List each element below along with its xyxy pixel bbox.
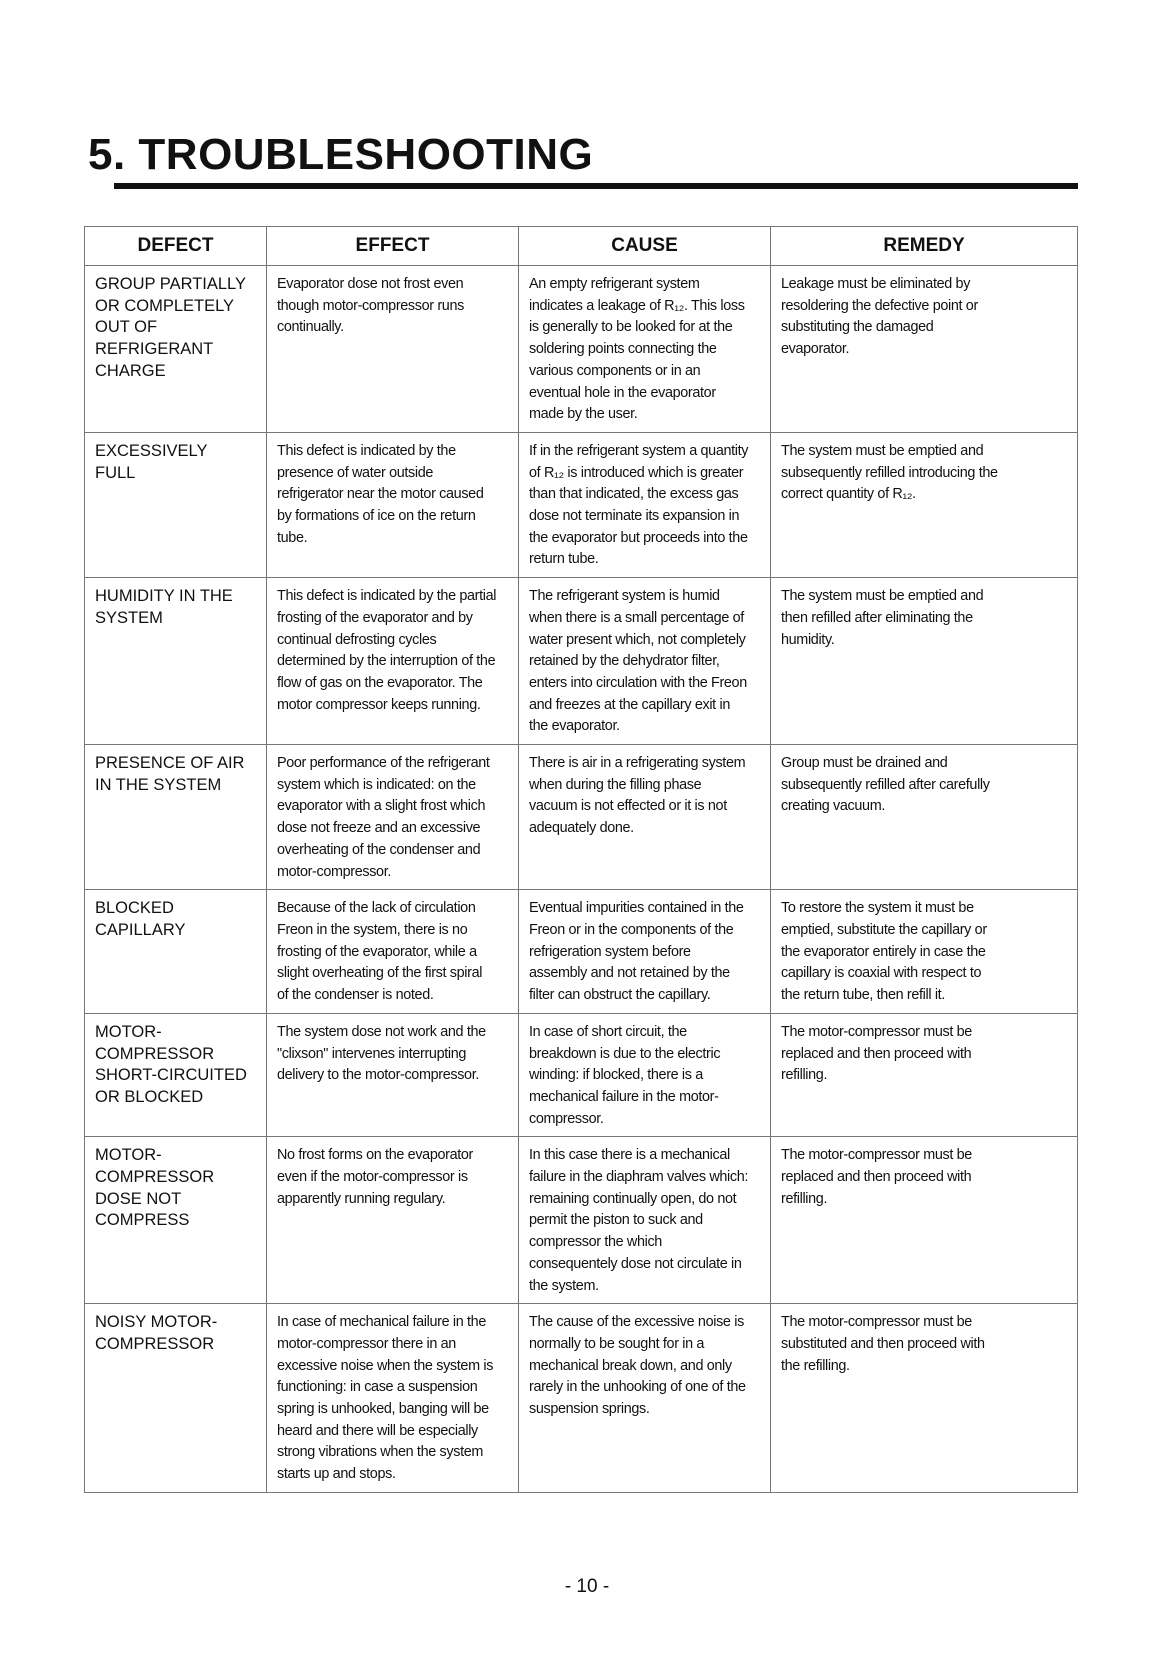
remedy-cell — [771, 1013, 1078, 1137]
cause-cell — [519, 890, 771, 1014]
table-row — [85, 578, 1078, 745]
effect-line: This defect is indicated by the — [277, 442, 456, 459]
effect-line: evaporator with a slight frost which — [277, 798, 486, 815]
cause-cell — [519, 745, 771, 890]
table-row — [85, 1013, 1078, 1137]
effect-line: delivery to the motor-compressor. — [277, 1067, 479, 1084]
remedy-line: capillary is coaxial with respect to — [781, 965, 982, 982]
defect-line: DOSE NOT — [95, 1189, 182, 1208]
effect-cell — [267, 890, 519, 1014]
cause-line: soldering points connecting the — [529, 341, 717, 358]
remedy-line: subsequently refilled introducing the — [781, 464, 998, 481]
effect-line: This defect is indicated by the partial — [277, 588, 497, 605]
defect-line: CAPILLARY — [95, 920, 186, 939]
effect-line: motor-compressor. — [277, 863, 392, 880]
effect-line: Evaporator dose not frost even — [277, 276, 464, 292]
effect-cell — [267, 578, 519, 745]
cause-line: the system. — [529, 1277, 599, 1294]
defect-line: OR COMPLETELY — [95, 296, 235, 315]
remedy-line: The system must be emptied and — [781, 442, 984, 459]
header-remedy: REMEDY — [771, 227, 1078, 266]
remedy-line: evaporator. — [781, 341, 850, 358]
cause-line: eventual hole in the evaporator — [529, 384, 716, 401]
remedy-line: the evaporator entirely in case the — [781, 943, 986, 960]
effect-line: slight overheating of the first spiral — [277, 965, 483, 982]
cause-line: In case of short circuit, the — [529, 1023, 687, 1040]
cause-line: remaining continually open, do not — [529, 1190, 737, 1207]
cause-line: In this case there is a mechanical — [529, 1147, 730, 1164]
cause-line: dose not terminate its expansion in — [529, 508, 740, 525]
defect-line: MOTOR- — [95, 1022, 162, 1041]
defect-line: SHORT-CIRCUITED — [95, 1066, 247, 1085]
defect-line: BLOCKED — [95, 899, 174, 918]
table-row — [85, 432, 1078, 577]
defect-line: PRESENCE OF AIR — [95, 754, 245, 773]
effect-line: heard and there will be especially — [277, 1422, 478, 1439]
remedy-line: substituted and then proceed with — [781, 1335, 985, 1352]
remedy-line: Group must be drained and — [781, 755, 948, 772]
effect-line: motor compressor keeps running. — [277, 696, 481, 713]
header-cause: CAUSE — [519, 227, 771, 266]
effect-line: No frost forms on the evaporator — [277, 1147, 473, 1164]
table-row — [85, 745, 1078, 890]
defect-line: GROUP PARTIALLY — [95, 275, 246, 293]
cause-line: return tube. — [529, 551, 599, 568]
remedy-line: The system must be emptied and — [781, 588, 984, 605]
remedy-line: correct quantity of R₁₂. — [781, 486, 916, 503]
defect-line: COMPRESS — [95, 1211, 190, 1230]
effect-line: functioning: in case a suspension — [277, 1379, 478, 1396]
effect-line: excessive noise when the system is — [277, 1357, 494, 1374]
title-underline — [114, 183, 1078, 189]
cause-line: The cause of the excessive noise is — [529, 1314, 744, 1331]
troubleshooting-table — [84, 226, 1078, 1493]
effect-cell — [267, 432, 519, 577]
cause-line: filter can obstruct the capillary. — [529, 987, 711, 1004]
cause-line: assembly and not retained by the — [529, 965, 730, 982]
defect-line: MOTOR- — [95, 1146, 162, 1165]
cause-line: Eventual impurities contained in the — [529, 900, 744, 917]
effect-line: Because of the lack of circulation — [277, 900, 476, 917]
defect-cell — [85, 1137, 267, 1304]
remedy-cell — [771, 578, 1078, 745]
effect-line: frosting of the evaporator, while a — [277, 943, 477, 960]
defect-line: HUMIDITY IN THE — [95, 587, 233, 606]
cause-line: enters into circulation with the Freon — [529, 674, 747, 691]
cause-line: failure in the diaphram valves which: — [529, 1169, 749, 1186]
effect-cell — [267, 1304, 519, 1493]
cause-line: than that indicated, the excess gas — [529, 486, 739, 503]
cause-line: water present which, not completely — [529, 631, 746, 648]
cause-line: refrigeration system before — [529, 943, 691, 960]
effect-line: flow of gas on the evaporator. The — [277, 674, 483, 691]
remedy-line: resoldering the defective point or — [781, 297, 978, 314]
effect-line: continually. — [277, 319, 344, 336]
effect-line: refrigerator near the motor caused — [277, 486, 484, 503]
cause-line: made by the user. — [529, 406, 638, 423]
cause-cell — [519, 1013, 771, 1137]
remedy-line: the return tube, then refill it. — [781, 987, 945, 1004]
cause-cell — [519, 432, 771, 577]
cause-line: Freon or in the components of the — [529, 921, 734, 938]
defect-line: NOISY MOTOR- — [95, 1313, 218, 1332]
effect-cell — [267, 266, 519, 433]
effect-line: system which is indicated: on the — [277, 776, 476, 793]
remedy-line: refilling. — [781, 1067, 828, 1084]
effect-line: Poor performance of the refrigerant — [277, 755, 490, 772]
effect-line: spring is unhooked, banging will be — [277, 1401, 489, 1418]
remedy-line: the refilling. — [781, 1357, 850, 1374]
defect-cell — [85, 1013, 267, 1137]
remedy-line: replaced and then proceed with — [781, 1169, 972, 1186]
defect-cell — [85, 745, 267, 890]
cause-line: vacuum is not effected or it is not — [529, 798, 727, 815]
defect-cell — [85, 578, 267, 745]
remedy-line: The motor-compressor must be — [781, 1023, 972, 1040]
cause-line: the evaporator but proceeds into the — [529, 529, 748, 546]
remedy-line: substituting the damaged — [781, 319, 934, 336]
cause-line: There is air in a refrigerating system — [529, 755, 746, 772]
defect-cell — [85, 266, 267, 433]
cause-line: retained by the dehydrator filter, — [529, 653, 720, 670]
remedy-cell — [771, 745, 1078, 890]
effect-line: frosting of the evaporator and by — [277, 609, 473, 626]
effect-line: starts up and stops. — [277, 1466, 396, 1483]
cause-line: suspension springs. — [529, 1401, 650, 1418]
table-row — [85, 890, 1078, 1014]
cause-cell — [519, 1137, 771, 1304]
cause-line: rarely in the unhooking of one of the — [529, 1379, 746, 1396]
cause-cell — [519, 578, 771, 745]
defect-cell — [85, 1304, 267, 1493]
effect-line: by formations of ice on the return — [277, 508, 476, 525]
remedy-cell — [771, 266, 1078, 433]
remedy-cell — [771, 1304, 1078, 1493]
defect-cell — [85, 432, 267, 577]
cause-line: mechanical failure in the motor- — [529, 1088, 719, 1105]
remedy-line: humidity. — [781, 631, 835, 648]
effect-line: "clixson" intervenes interrupting — [277, 1045, 467, 1062]
remedy-line: subsequently refilled after carefully — [781, 776, 990, 793]
effect-line: dose not freeze and an excessive — [277, 820, 481, 837]
remedy-line: emptied, substitute the capillary or — [781, 921, 987, 938]
defect-line: COMPRESSOR — [95, 1168, 215, 1187]
cause-line: and freezes at the capillary exit in — [529, 696, 730, 713]
remedy-cell — [771, 432, 1078, 577]
effect-line: determined by the interruption of the — [277, 653, 496, 670]
cause-line: If in the refrigerant system a quantity — [529, 442, 749, 459]
cause-line: various components or in an — [529, 362, 701, 379]
remedy-line: refilling. — [781, 1190, 828, 1207]
remedy-line: replaced and then proceed with — [781, 1045, 972, 1062]
remedy-line: The motor-compressor must be — [781, 1314, 972, 1331]
table-header-row — [85, 227, 1078, 266]
defect-line: SYSTEM — [95, 608, 163, 627]
defect-line: EXCESSIVELY — [95, 441, 208, 460]
remedy-cell — [771, 890, 1078, 1014]
header-defect: DEFECT — [85, 227, 267, 266]
cause-line: when during the filling phase — [529, 776, 702, 793]
cause-cell — [519, 1304, 771, 1493]
effect-line: continual defrosting cycles — [277, 631, 437, 648]
effect-line: The system dose not work and the — [277, 1023, 486, 1040]
cause-line: of R₁₂ is introduced which is greater — [529, 464, 744, 481]
remedy-line: Leakage must be eliminated by — [781, 276, 971, 292]
effect-line: overheating of the condenser and — [277, 841, 481, 858]
effect-line: strong vibrations when the system — [277, 1444, 484, 1461]
remedy-line: then refilled after eliminating the — [781, 609, 973, 626]
effect-line: Freon in the system, there is no — [277, 921, 468, 938]
cause-line: adequately done. — [529, 820, 634, 837]
effect-cell — [267, 1137, 519, 1304]
defect-line: IN THE SYSTEM — [95, 775, 222, 794]
defect-line: OUT OF — [95, 318, 158, 337]
cause-line: The refrigerant system is humid — [529, 588, 720, 605]
remedy-cell — [771, 1137, 1078, 1304]
cause-line: winding: if blocked, there is a — [529, 1067, 703, 1084]
effect-cell — [267, 1013, 519, 1137]
cause-line: compressor. — [529, 1110, 604, 1127]
cause-line: the evaporator. — [529, 718, 620, 735]
cause-cell — [519, 266, 771, 433]
defect-line: COMPRESSOR — [95, 1334, 215, 1353]
cause-line: breakdown is due to the electric — [529, 1045, 721, 1062]
effect-line: presence of water outside — [277, 464, 434, 481]
cause-line: normally to be sought for in a — [529, 1335, 705, 1352]
cause-line: mechanical break down, and only — [529, 1357, 732, 1374]
page-title: 5. TROUBLESHOOTING — [88, 130, 594, 179]
effect-line: tube. — [277, 529, 308, 546]
effect-line: though motor-compressor runs — [277, 297, 464, 314]
defect-line: FULL — [95, 463, 136, 482]
cause-line: permit the piston to suck and — [529, 1212, 703, 1229]
cause-line: compressor the which — [529, 1234, 662, 1251]
remedy-line: To restore the system it must be — [781, 900, 974, 917]
page-number: - 10 - — [564, 1576, 610, 1597]
table-row — [85, 1304, 1078, 1493]
cause-line: when there is a small percentage of — [529, 609, 744, 626]
cause-line: consequentely dose not circulate in — [529, 1255, 742, 1272]
effect-line: motor-compressor there in an — [277, 1335, 456, 1352]
table-row — [85, 1137, 1078, 1304]
defect-line: CHARGE — [95, 361, 166, 380]
remedy-line: creating vacuum. — [781, 798, 885, 815]
effect-line: In case of mechanical failure in the — [277, 1314, 486, 1331]
header-effect: EFFECT — [267, 227, 519, 266]
defect-cell — [85, 890, 267, 1014]
effect-cell — [267, 745, 519, 890]
defect-line: COMPRESSOR — [95, 1044, 215, 1063]
cause-line: is generally to be looked for at the — [529, 319, 733, 336]
effect-line: apparently running regulary. — [277, 1190, 446, 1207]
effect-line: even if the motor-compressor is — [277, 1169, 468, 1186]
defect-line: REFRIGERANT — [95, 340, 214, 359]
defect-line: OR BLOCKED — [95, 1087, 204, 1106]
cause-line: An empty refrigerant system — [529, 276, 700, 292]
table-row — [85, 266, 1078, 433]
cause-line: indicates a leakage of R₁₂. This loss — [529, 297, 745, 314]
remedy-line: The motor-compressor must be — [781, 1147, 972, 1164]
effect-line: of the condenser is noted. — [277, 987, 434, 1004]
